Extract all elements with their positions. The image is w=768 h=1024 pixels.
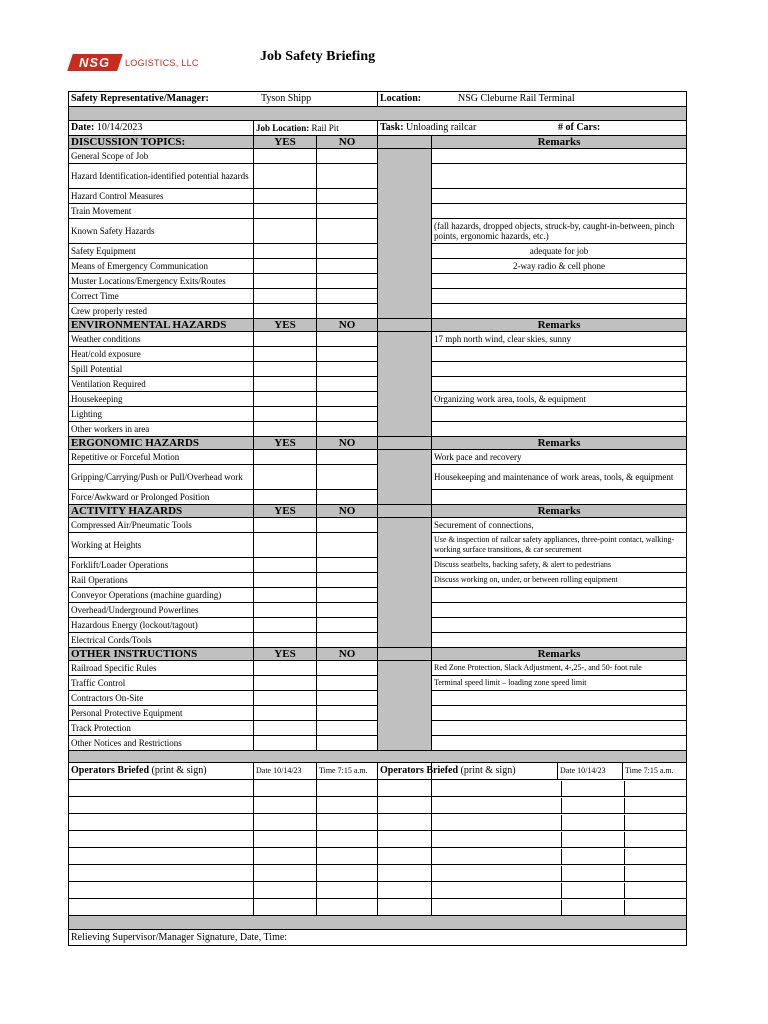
no-cell[interactable] [317,362,378,377]
operator-date-cell[interactable] [254,814,317,831]
operators-label: Operators Briefed [71,765,150,776]
section-title: ERGONOMIC HAZARDS [69,437,254,450]
section-title: ACTIVITY HAZARDS [69,505,254,518]
topic-label: Forklift/Loader Operations [69,558,254,573]
divider-cell [378,149,432,164]
divider-cell [378,450,432,465]
operator-sign-cell[interactable] [432,780,687,797]
remark-cell[interactable] [432,362,687,377]
spacer-row [69,751,687,763]
operator-name-cell[interactable] [378,831,432,848]
divider-cell [378,289,432,304]
task-value: Unloading railcar [406,122,477,133]
topic-label: Repetitive or Forceful Motion [69,450,254,465]
no-cell[interactable] [317,736,378,751]
remark-cell[interactable]: 2-way radio & cell phone [432,259,687,274]
yes-cell[interactable] [254,219,317,244]
no-cell[interactable] [317,219,378,244]
yes-cell[interactable] [254,706,317,721]
operator-name-cell[interactable] [378,848,432,865]
no-header: NO [317,437,378,450]
yes-cell[interactable] [254,490,317,505]
remark-cell[interactable] [432,691,687,706]
topic-label: Heat/cold exposure [69,347,254,362]
no-cell[interactable] [317,558,378,573]
yes-cell[interactable] [254,392,317,407]
operators-label: Operators Briefed [380,765,459,776]
date-header-2: Date 10/14/23 [557,763,622,779]
remarks-header: Remarks [432,136,687,149]
spacer-row [69,916,687,930]
yes-cell[interactable] [254,274,317,289]
yes-header: YES [254,437,317,450]
divider-cell [378,721,432,736]
yes-cell[interactable] [254,164,317,189]
topic-label: Personal Protective Equipment [69,706,254,721]
topic-label: Muster Locations/Emergency Exits/Routes [69,274,254,289]
remark-cell[interactable]: Housekeeping and maintenance of work areas, tools, & equipment [432,465,687,490]
no-cell[interactable] [317,691,378,706]
divider-cell [378,706,432,721]
remark-cell[interactable] [432,347,687,362]
yes-cell[interactable] [254,204,317,219]
operators-header-2 [378,763,516,780]
no-cell[interactable] [317,603,378,618]
yes-header: YES [254,648,317,661]
job-location-value: Rail Pit [311,123,339,133]
no-cell[interactable] [317,347,378,362]
remark-cell[interactable] [432,490,687,505]
cars-label: # of Cars: [558,122,601,133]
operator-date-cell[interactable] [254,882,317,899]
no-cell[interactable] [317,490,378,505]
remarks-header: Remarks [432,437,687,450]
remark-cell[interactable]: Use & inspection of railcar safety appliances, three-point contact, walking-working surface transitions, & car securement [432,533,687,558]
remark-cell[interactable]: 17 mph north wind, clear skies, sunny [432,332,687,347]
no-cell[interactable] [317,164,378,189]
topic-label: Train Movement [69,204,254,219]
no-header: NO [317,136,378,149]
task-cell [378,121,687,136]
operator-time-cell[interactable] [317,899,378,916]
divider-cell [378,422,432,437]
operator-name-cell[interactable] [378,882,432,899]
yes-cell[interactable] [254,518,317,533]
yes-cell[interactable] [254,676,317,691]
topic-label: Hazard Identification-identified potential hazards [69,164,254,189]
remark-cell[interactable]: Organizing work area, tools, & equipment [432,392,687,407]
remark-cell[interactable]: adequate for job [432,244,687,259]
divider-cell [378,274,432,289]
yes-cell[interactable] [254,244,317,259]
operator-time-cell[interactable] [317,865,378,882]
operator-time-cell[interactable] [317,814,378,831]
yes-cell[interactable] [254,289,317,304]
section-title: OTHER INSTRUCTIONS [69,648,254,661]
remark-cell[interactable] [432,377,687,392]
remarks-header: Remarks [432,319,687,332]
divider-cell [378,676,432,691]
divider-cell [378,189,432,204]
rep-value: Tyson Shipp [261,93,312,104]
yes-cell[interactable] [254,633,317,648]
job-location-label: Job Location: [256,123,310,133]
operator-sign-cell[interactable] [432,848,687,865]
remark-cell[interactable] [432,407,687,422]
no-cell[interactable] [317,721,378,736]
section-title: DISCUSSION TOPICS: [69,136,254,149]
divider-cell [378,691,432,706]
no-cell[interactable] [317,706,378,721]
operator-sign-cell[interactable] [432,831,687,848]
company-name: LOGISTICS, LLC [125,57,199,68]
topic-label: Railroad Specific Rules [69,661,254,676]
no-cell[interactable] [317,377,378,392]
yes-cell[interactable] [254,377,317,392]
remark-cell[interactable] [432,289,687,304]
company-logo [70,54,199,71]
topic-label: Weather conditions [69,332,254,347]
yes-cell[interactable] [254,149,317,164]
no-cell[interactable] [317,422,378,437]
logo-mark: NSG [67,54,123,71]
remark-cell[interactable] [432,706,687,721]
briefing-form [68,91,687,946]
divider-cell [378,661,432,676]
yes-header: YES [254,136,317,149]
operator-sign-cell[interactable] [432,797,687,814]
no-cell[interactable] [317,244,378,259]
operator-name-cell[interactable] [69,814,254,831]
topic-label: Gripping/Carrying/Push or Pull/Overhead work [69,465,254,490]
divider-cell [378,259,432,274]
remark-cell[interactable] [432,588,687,603]
topic-label: Electrical Cords/Tools [69,633,254,648]
topic-label: Hazard Control Measures [69,189,254,204]
topic-label: Rail Operations [69,573,254,588]
operator-date-cell[interactable] [254,899,317,916]
yes-cell[interactable] [254,450,317,465]
operator-sign-cell[interactable] [432,899,687,916]
remarks-header: Remarks [432,505,687,518]
section-title: ENVIRONMENTAL HAZARDS [69,319,254,332]
topic-label: Ventilation Required [69,377,254,392]
operator-date-cell[interactable] [254,797,317,814]
remark-cell[interactable] [432,204,687,219]
yes-cell[interactable] [254,618,317,633]
topic-label: General Scope of Job [69,149,254,164]
operator-name-cell[interactable] [69,831,254,848]
remark-cell[interactable] [432,274,687,289]
no-cell[interactable] [317,332,378,347]
operator-name-cell[interactable] [69,899,254,916]
no-cell[interactable] [317,676,378,691]
divider-cell [378,603,432,618]
topic-label: Traffic Control [69,676,254,691]
operator-time-cell[interactable] [317,848,378,865]
yes-cell[interactable] [254,661,317,676]
topic-label: Spill Potential [69,362,254,377]
operator-date-cell[interactable] [254,780,317,797]
operator-name-cell[interactable] [378,865,432,882]
operator-date-cell[interactable] [254,865,317,882]
yes-header: YES [254,319,317,332]
yes-cell[interactable] [254,422,317,437]
no-cell[interactable] [317,661,378,676]
operator-date-cell[interactable] [254,848,317,865]
operators-label-rest: (print & sign) [149,765,207,776]
operator-name-cell[interactable] [69,865,254,882]
topic-label: Hazardous Energy (lockout/tagout) [69,618,254,633]
yes-cell[interactable] [254,189,317,204]
operator-name-cell[interactable] [378,797,432,814]
divider-cell [378,618,432,633]
operator-time-cell[interactable] [317,780,378,797]
no-cell[interactable] [317,633,378,648]
no-header: NO [317,648,378,661]
operator-name-cell[interactable] [69,848,254,865]
remark-cell[interactable] [432,304,687,319]
operator-time-cell[interactable] [317,882,378,899]
yes-cell[interactable] [254,721,317,736]
no-cell[interactable] [317,465,378,490]
operator-date-cell[interactable] [254,831,317,848]
yes-cell[interactable] [254,465,317,490]
topic-label: Correct Time [69,289,254,304]
topic-label: Crew properly rested [69,304,254,319]
no-cell[interactable] [317,588,378,603]
date-cell [69,121,254,136]
rep-cell [69,92,378,107]
topic-label: Overhead/Underground Powerlines [69,603,254,618]
remark-cell[interactable] [432,721,687,736]
date-value: 10/14/2023 [96,122,143,133]
no-cell[interactable] [317,392,378,407]
yes-cell[interactable] [254,691,317,706]
topic-label: Means of Emergency Communication [69,259,254,274]
yes-cell[interactable] [254,573,317,588]
remark-cell[interactable]: (fall hazards, dropped objects, struck-by, caught-in-between, pinch points, ergonomic hazards, etc.) [432,219,687,244]
operator-sign-cell[interactable] [432,814,687,831]
topic-label: Track Protection [69,721,254,736]
topic-label: Conveyor Operations (machine guarding) [69,588,254,603]
divider-cell [378,518,432,533]
footer-signature[interactable]: Relieving Supervisor/Manager Signature, Date, Time: [69,930,687,946]
yes-cell[interactable] [254,603,317,618]
remarks-header: Remarks [432,648,687,661]
divider-cell [378,736,432,751]
no-cell[interactable] [317,533,378,558]
operator-name-cell[interactable] [69,780,254,797]
yes-cell[interactable] [254,736,317,751]
operator-time-cell[interactable] [317,797,378,814]
no-cell[interactable] [317,304,378,319]
remark-cell[interactable] [432,603,687,618]
topic-label: Compressed Air/Pneumatic Tools [69,518,254,533]
divider-cell [378,392,432,407]
location-cell [378,92,687,107]
topic-label: Lighting [69,407,254,422]
page-title: Job Safety Briefing [260,49,376,64]
no-header: NO [317,505,378,518]
remark-cell[interactable]: Securement of connections, [432,518,687,533]
remark-cell[interactable] [432,736,687,751]
topic-label: Other workers in area [69,422,254,437]
remark-cell[interactable]: Discuss seatbelts, backing safety, & alert to pedestrians [432,558,687,573]
divider-cell [378,407,432,422]
yes-cell[interactable] [254,347,317,362]
divider-cell [378,164,432,189]
operators-header [69,763,254,780]
yes-cell[interactable] [254,533,317,558]
topic-label: Known Safety Hazards [69,219,254,244]
remark-cell[interactable]: Work pace and recovery [432,450,687,465]
operators-label-rest: (print & sign) [458,765,516,776]
no-cell[interactable] [317,289,378,304]
no-cell[interactable] [317,274,378,289]
topic-label: Housekeeping [69,392,254,407]
divider-cell [378,437,432,450]
remark-cell[interactable] [432,164,687,189]
operator-name-cell[interactable] [378,899,432,916]
divider-cell [378,465,432,490]
divider-cell [378,319,432,332]
rep-label: Safety Representative/Manager: [71,93,209,104]
job-location-cell [254,121,378,136]
topic-label: Contractors On-Site [69,691,254,706]
operator-name-cell[interactable] [69,882,254,899]
location-label: Location: [380,93,422,104]
time-header-2: Time 7:15 a.m. [622,763,686,779]
divider-cell [378,533,432,558]
no-cell[interactable] [317,407,378,422]
no-cell[interactable] [317,189,378,204]
topic-label: Other Notices and Restrictions [69,736,254,751]
divider-cell [378,204,432,219]
topic-label: Safety Equipment [69,244,254,259]
remark-cell[interactable] [432,618,687,633]
operator-name-cell[interactable] [69,797,254,814]
divider-cell [378,304,432,319]
no-cell[interactable] [317,204,378,219]
divider-cell [378,377,432,392]
time-header: Time 7:15 a.m. [317,763,378,780]
remark-cell[interactable]: Discuss working on, under, or between rolling equipment [432,573,687,588]
divider-cell [378,219,432,244]
divider-cell [378,558,432,573]
location-value: NSG Cleburne Rail Terminal [458,93,575,104]
yes-cell[interactable] [254,407,317,422]
no-cell[interactable] [317,618,378,633]
divider-cell [378,347,432,362]
yes-cell[interactable] [254,558,317,573]
operator-time-cell[interactable] [317,831,378,848]
remark-cell[interactable] [432,422,687,437]
remark-cell[interactable]: Red Zone Protection, Slack Adjustment, 4-,25-, and 50- foot rule [432,661,687,676]
divider-cell [378,505,432,518]
yes-cell[interactable] [254,332,317,347]
no-cell[interactable] [317,573,378,588]
remark-cell[interactable] [432,189,687,204]
yes-header: YES [254,505,317,518]
operator-name-cell[interactable] [378,780,432,797]
no-cell[interactable] [317,259,378,274]
spacer-row [69,107,687,121]
divider-cell [378,362,432,377]
no-cell[interactable] [317,149,378,164]
divider-cell [378,244,432,259]
yes-cell[interactable] [254,362,317,377]
remark-cell[interactable] [432,633,687,648]
divider-cell [378,490,432,505]
divider-cell [378,332,432,347]
date-header: Date 10/14/23 [254,763,317,780]
divider-cell [378,648,432,661]
topic-label: Force/Awkward or Prolonged Position [69,490,254,505]
yes-cell[interactable] [254,588,317,603]
operator-name-cell[interactable] [378,814,432,831]
divider-cell [378,573,432,588]
task-label: Task: [380,122,404,133]
yes-cell[interactable] [254,304,317,319]
date-label: Date: [71,122,95,133]
remark-cell[interactable]: Terminal speed limit – loading zone speed limit [432,676,687,691]
operator-sign-cell[interactable] [432,865,687,882]
divider-cell [378,136,432,149]
remark-cell[interactable] [432,149,687,164]
yes-cell[interactable] [254,259,317,274]
operator-sign-cell[interactable] [432,882,687,899]
no-header: NO [317,319,378,332]
no-cell[interactable] [317,450,378,465]
divider-cell [378,633,432,648]
topic-label: Working at Heights [69,533,254,558]
divider-cell [378,588,432,603]
no-cell[interactable] [317,518,378,533]
